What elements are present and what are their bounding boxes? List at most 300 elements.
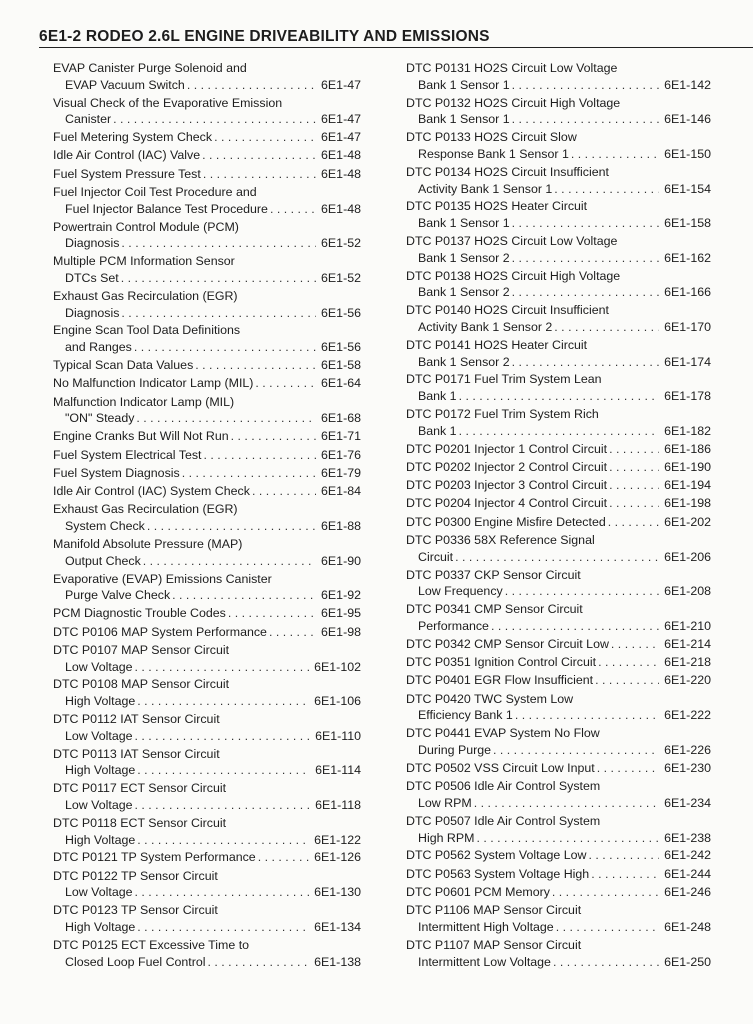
toc-page-number: 6E1-194 (664, 478, 711, 493)
dot-leader (135, 884, 310, 901)
toc-entry-title-line: DTC P0122 TP Sensor Circuit (53, 868, 218, 883)
toc-entry[interactable] (53, 253, 361, 287)
toc-entry-title-line: Bank 1 Sensor 2 (418, 250, 510, 265)
toc-entry-title-line: DTC P1107 MAP Sensor Circuit (406, 937, 582, 952)
toc-entry-row (406, 319, 711, 336)
toc-entry-row (53, 339, 361, 356)
toc-entry[interactable] (406, 95, 711, 129)
dot-leader (136, 410, 316, 427)
dot-leader (137, 919, 309, 936)
toc-entry[interactable] (53, 147, 361, 164)
toc-entry-row (53, 428, 361, 445)
toc-entry[interactable] (53, 375, 361, 392)
toc-entry[interactable] (406, 601, 711, 635)
toc-entry[interactable] (406, 441, 711, 458)
toc-entry-title-line: DTC P0507 Idle Air Control System (406, 813, 601, 828)
toc-entry[interactable] (406, 60, 711, 94)
toc-entry-title-line: Evaporative (EVAP) Emissions Canister (53, 571, 272, 586)
dot-leader (252, 483, 316, 500)
toc-entry[interactable] (53, 288, 361, 322)
dot-leader (270, 201, 316, 218)
toc-entry[interactable] (53, 428, 361, 445)
toc-entry-row (406, 111, 711, 128)
toc-entry-title-line: DTC P0140 HO2S Circuit Insufficient (406, 303, 609, 318)
toc-entry-title-line: High Voltage (65, 763, 136, 778)
toc-entry[interactable] (406, 198, 711, 232)
toc-entry[interactable] (406, 129, 711, 163)
dot-leader (231, 428, 316, 445)
toc-page-number: 6E1-98 (321, 624, 361, 639)
toc-entry[interactable] (406, 477, 711, 494)
toc-entry-title-line: Exhaust Gas Recirculation (EGR) (53, 502, 238, 517)
toc-entry-title-line: DTC P0123 TP Sensor Circuit (53, 903, 218, 918)
dot-leader (609, 477, 659, 494)
toc-page-number: 6E1-150 (664, 146, 711, 161)
toc-page-number: 6E1-110 (315, 728, 361, 743)
toc-entry-title-line: DTC P0118 ECT Sensor Circuit (53, 815, 227, 830)
toc-page-number: 6E1-92 (321, 588, 361, 603)
toc-entry-title-line: EVAP Canister Purge Solenoid and (53, 61, 247, 75)
toc-entry-title-line: Fuel Metering System Check (53, 130, 213, 145)
dot-leader (121, 305, 316, 322)
toc-entry-row (53, 375, 361, 392)
toc-page-number: 6E1-56 (321, 340, 361, 355)
toc-entry-title-line: Intermittent High Voltage (418, 920, 554, 935)
toc-entry-title-line: Fuel Injector Coil Test Procedure and (53, 185, 257, 200)
dot-leader (512, 354, 660, 371)
toc-entry-row (53, 919, 361, 936)
toc-entry-title-line: DTC P0135 HO2S Heater Circuit (406, 199, 588, 214)
toc-page-number: 6E1-126 (314, 850, 361, 865)
toc-entry-title-line: Engine Cranks But Will Not Run (53, 429, 229, 444)
toc-entry[interactable] (53, 129, 361, 146)
toc-entry-title-line: "ON" Steady (65, 411, 135, 426)
toc-page-number: 6E1-222 (664, 708, 711, 723)
toc-entry-title-line: DTC P0138 HO2S Circuit High Voltage (406, 268, 621, 283)
dot-leader (554, 181, 659, 198)
toc-entry-row (406, 495, 711, 512)
toc-entry-title-line: Low Voltage (65, 885, 133, 900)
toc-page-number: 6E1-206 (664, 549, 711, 564)
toc-entry-title-line: DTC P0132 HO2S Circuit High Voltage (406, 95, 621, 110)
toc-entry-title-line: Intermittent Low Voltage (418, 954, 551, 969)
toc-entry-row (406, 636, 711, 653)
toc-entry-title-line: Fuel System Diagnosis (53, 465, 180, 480)
toc-entry[interactable] (53, 849, 361, 866)
toc-entry-row (53, 605, 361, 622)
toc-page-number: 6E1-198 (664, 496, 711, 511)
toc-entry[interactable] (53, 902, 361, 936)
dot-leader (203, 166, 316, 183)
toc-entry-title-line: DTC P0341 CMP Sensor Circuit (406, 602, 583, 617)
toc-entry[interactable] (53, 322, 361, 356)
dot-leader (459, 423, 660, 440)
toc-entry-title-line: Bank 1 Sensor 1 (418, 77, 510, 92)
toc-entry-title-line: DTC P0131 HO2S Circuit Low Voltage (406, 61, 618, 75)
toc-entry-row (406, 441, 711, 458)
toc-page-number: 6E1-134 (314, 920, 361, 935)
dot-leader (147, 518, 316, 535)
toc-entry-title-line: Idle Air Control (IAC) System Check (53, 484, 250, 499)
toc-entry-row (53, 129, 361, 146)
toc-entry-title-line: DTC P0171 Fuel Trim System Lean (406, 372, 602, 387)
dot-leader (505, 583, 659, 600)
toc-entry-title-line: DTC P0351 Ignition Control Circuit (406, 655, 597, 670)
toc-entry-title-line: Response Bank 1 Sensor 1 (418, 146, 569, 161)
dot-leader (553, 954, 659, 971)
toc-entry[interactable] (406, 760, 711, 777)
toc-entry-title-line: DTC P0204 Injector 4 Control Circuit (406, 496, 608, 511)
toc-entry-row (53, 728, 361, 745)
toc-entry-title-line: Low RPM (418, 795, 472, 810)
toc-entry-row (406, 742, 711, 759)
toc-entry-title-line: DTC P0342 CMP Sensor Circuit Low (406, 636, 609, 651)
toc-entry-row (53, 147, 361, 164)
toc-entry-title-line: No Malfunction Indicator Lamp (MIL) (53, 376, 254, 391)
toc-entry[interactable] (53, 95, 361, 129)
toc-entry-title-line: Bank 1 (418, 423, 457, 438)
toc-page-number: 6E1-71 (321, 429, 361, 444)
toc-page-number: 6E1-102 (314, 659, 361, 674)
toc-entry[interactable] (53, 394, 361, 428)
toc-entry-title-line: DTC P0300 Engine Misfire Detected (406, 514, 606, 529)
toc-entry-title-line: DTC P0506 Idle Air Control System (406, 779, 601, 794)
toc-entry-title-line: Manifold Absolute Pressure (MAP) (53, 537, 243, 552)
toc-entry[interactable] (53, 815, 361, 849)
toc-entry-title-line: Fuel System Pressure Test (53, 166, 201, 181)
toc-entry-title-line: DTC P0336 58X Reference Signal (406, 533, 595, 548)
toc-entry-title-line: Circuit (418, 549, 454, 564)
dot-leader (598, 654, 659, 671)
toc-entry-row (406, 215, 711, 232)
toc-entry[interactable] (406, 813, 711, 847)
toc-entry-row (53, 465, 361, 482)
toc-entry[interactable] (406, 233, 711, 267)
toc-entry[interactable] (406, 691, 711, 725)
toc-page-number: 6E1-174 (664, 354, 711, 369)
toc-entry-row (53, 77, 361, 94)
toc-entry[interactable] (406, 302, 711, 336)
dot-leader (269, 624, 316, 641)
toc-entry[interactable] (406, 371, 711, 405)
toc-entry-title-line: Bank 1 Sensor 1 (418, 112, 510, 127)
dot-leader (595, 672, 659, 689)
toc-entry-row (53, 624, 361, 641)
toc-entry-row (406, 866, 711, 883)
toc-entry-row (406, 181, 711, 198)
toc-entry-title-line: DTC P0172 Fuel Trim System Rich (406, 406, 599, 421)
toc-entry[interactable] (53, 536, 361, 570)
dot-leader (135, 797, 311, 814)
toc-entry-title-line: DTC P0133 HO2S Circuit Slow (406, 130, 577, 145)
toc-entry-title-line: DTC P0106 MAP System Performance (53, 624, 267, 639)
toc-entry-title-line: Bank 1 Sensor 1 (418, 216, 510, 231)
toc-entry-title-line: DTC P0107 MAP Sensor Circuit (53, 642, 230, 657)
toc-entry[interactable] (53, 184, 361, 218)
toc-entry-row (406, 707, 711, 724)
toc-entry-row (53, 357, 361, 374)
toc-entry[interactable] (406, 337, 711, 371)
dot-leader (512, 111, 660, 128)
toc-entry-title-line: DTC P0420 TWC System Low (406, 691, 574, 706)
toc-page-number: 6E1-142 (664, 77, 711, 92)
toc-entry-row (406, 477, 711, 494)
toc-entry-title-line: Bank 1 (418, 389, 457, 404)
toc-entry-row (406, 77, 711, 94)
toc-entry[interactable] (406, 268, 711, 302)
toc-page-number: 6E1-130 (314, 885, 361, 900)
toc-page-number: 6E1-106 (314, 694, 361, 709)
dot-leader (121, 235, 316, 252)
toc-entry[interactable] (53, 501, 361, 535)
toc-entry-row (406, 146, 711, 163)
toc-entry-title-line: Diagnosis (65, 305, 120, 320)
toc-entry-title-line: Canister (65, 112, 112, 127)
toc-entry-title-line: Fuel System Electrical Test (53, 447, 202, 462)
toc-entry[interactable] (53, 676, 361, 710)
toc-entry-row (406, 618, 711, 635)
dot-leader (608, 514, 659, 531)
toc-page-number: 6E1-79 (321, 465, 361, 480)
toc-page-number: 6E1-76 (321, 447, 361, 462)
toc-entry-row (406, 795, 711, 812)
toc-page-number: 6E1-64 (321, 376, 361, 391)
toc-entry-title-line: Performance (418, 619, 489, 633)
dot-leader (556, 919, 659, 936)
toc-entry-title-line: DTC P0562 System Voltage Low (406, 848, 587, 863)
toc-entry[interactable] (406, 847, 711, 864)
toc-entry-row (406, 760, 711, 777)
toc-entry-row (53, 447, 361, 464)
toc-entry[interactable] (53, 571, 361, 605)
toc-entry[interactable] (53, 937, 361, 971)
dot-leader (255, 375, 316, 392)
toc-entry-row (406, 459, 711, 476)
dot-leader (609, 459, 659, 476)
toc-entry[interactable] (406, 937, 711, 971)
toc-entry[interactable] (53, 465, 361, 482)
toc-entry-row (53, 659, 361, 676)
toc-page-number: 6E1-122 (314, 832, 361, 847)
toc-entry-title-line: Multiple PCM Information Sensor (53, 254, 235, 269)
toc-entry-row (406, 423, 711, 440)
toc-entry[interactable] (53, 605, 361, 622)
toc-page-number: 6E1-244 (664, 866, 711, 881)
toc-page-number: 6E1-146 (664, 112, 711, 127)
toc-entry-title-line: DTC P0141 HO2S Heater Circuit (406, 337, 588, 352)
toc-entry[interactable] (406, 636, 711, 653)
toc-entry-row (406, 388, 711, 405)
toc-page-number: 6E1-190 (664, 459, 711, 474)
toc-page-number: 6E1-118 (315, 797, 361, 812)
toc-page-number: 6E1-47 (321, 77, 361, 92)
toc-entry-title-line: DTC P0113 IAT Sensor Circuit (53, 746, 220, 761)
dot-leader (512, 250, 660, 267)
toc-entry-title-line: DTC P0337 CKP Sensor Circuit (406, 567, 581, 582)
toc-page-number: 6E1-238 (664, 830, 711, 845)
toc-page-number: 6E1-52 (321, 236, 361, 251)
page-header (39, 28, 753, 48)
toc-entry-row (406, 830, 711, 847)
toc-page-number: 6E1-84 (321, 484, 361, 499)
toc-entry[interactable] (53, 624, 361, 641)
toc-entry-title-line: DTC P0137 HO2S Circuit Low Voltage (406, 233, 618, 248)
toc-entry[interactable] (406, 672, 711, 689)
toc-entry-title-line: Activity Bank 1 Sensor 1 (418, 181, 553, 196)
toc-page-number: 6E1-170 (664, 319, 711, 334)
toc-entry-row (53, 832, 361, 849)
toc-entry-row (53, 270, 361, 287)
dot-leader (134, 339, 316, 356)
dot-leader (228, 605, 316, 622)
toc-entry-title-line: High RPM (418, 830, 475, 845)
toc-entry-title-line: Visual Check of the Evaporative Emission (53, 95, 283, 110)
toc-entry[interactable] (53, 357, 361, 374)
dot-leader (135, 728, 311, 745)
dot-leader (182, 465, 316, 482)
toc-entry[interactable] (406, 884, 711, 901)
toc-page-number: 6E1-208 (664, 584, 711, 599)
toc-entry-title-line: and Ranges (65, 340, 132, 355)
toc-entry[interactable] (53, 868, 361, 902)
toc-page-number: 6E1-114 (315, 763, 361, 778)
toc-entry-title-line: High Voltage (65, 832, 136, 847)
dot-leader (135, 659, 310, 676)
dot-leader (493, 742, 659, 759)
toc-entry[interactable] (406, 567, 711, 601)
dot-leader (202, 147, 316, 164)
toc-entry-row (53, 797, 361, 814)
dot-leader (588, 847, 659, 864)
toc-entry-row (53, 587, 361, 604)
dot-leader (554, 319, 659, 336)
toc-page-number: 6E1-226 (664, 743, 711, 758)
toc-entry[interactable] (406, 495, 711, 512)
toc-page-number: 6E1-95 (321, 606, 361, 621)
toc-entry[interactable] (406, 459, 711, 476)
dot-leader (609, 441, 659, 458)
toc-page-number: 6E1-90 (321, 553, 361, 568)
toc-entry[interactable] (53, 711, 361, 745)
toc-page-number: 6E1-154 (664, 181, 711, 196)
toc-entry-title-line: DTC P0601 PCM Memory (406, 884, 550, 899)
dot-leader (491, 618, 659, 635)
toc-page-number: 6E1-182 (664, 423, 711, 438)
toc-entry[interactable] (406, 654, 711, 671)
toc-entry-title-line: DTC P0502 VSS Circuit Low Input (406, 760, 595, 775)
toc-entry-title-line: Low Voltage (65, 728, 133, 743)
toc-entry[interactable] (406, 532, 711, 566)
toc-entry[interactable] (53, 219, 361, 253)
toc-page-number: 6E1-186 (664, 441, 711, 456)
toc-entry[interactable] (406, 902, 711, 936)
dot-leader (552, 884, 659, 901)
toc-entry-row (53, 235, 361, 252)
toc-entry[interactable] (53, 483, 361, 500)
toc-entry-row (53, 884, 361, 901)
toc-right-column (406, 60, 711, 971)
toc-page-number: 6E1-250 (664, 954, 711, 969)
toc-page-number: 6E1-48 (321, 166, 361, 181)
toc-entry-row (406, 284, 711, 301)
toc-entry-title-line: DTC P1106 MAP Sensor Circuit (406, 903, 582, 918)
dot-leader (204, 447, 317, 464)
dot-leader (137, 693, 309, 710)
toc-entry-title-line: DTC P0108 MAP Sensor Circuit (53, 677, 230, 692)
toc-page-number: 6E1-52 (321, 271, 361, 286)
toc-entry-row (406, 514, 711, 531)
toc-entry[interactable] (406, 866, 711, 883)
toc-entry-title-line: High Voltage (65, 920, 136, 935)
dot-leader (143, 553, 316, 570)
toc-page-number: 6E1-88 (321, 519, 361, 534)
toc-entry-row (406, 354, 711, 371)
dot-leader (121, 270, 316, 287)
dot-leader (591, 866, 659, 883)
toc-entry[interactable] (53, 746, 361, 780)
toc-entry-title-line: Malfunction Indicator Lamp (MIL) (53, 394, 235, 409)
toc-entry-title-line: DTC P0201 Injector 1 Control Circuit (406, 441, 608, 456)
toc-entry-row (53, 483, 361, 500)
toc-entry[interactable] (406, 406, 711, 440)
toc-entry[interactable] (53, 780, 361, 814)
toc-entry-title-line: DTC P0134 HO2S Circuit Insufficient (406, 164, 609, 179)
toc-entry-row (53, 693, 361, 710)
toc-entry[interactable] (406, 778, 711, 812)
toc-page-number: 6E1-248 (664, 920, 711, 935)
toc-entry-row (406, 250, 711, 267)
toc-entry-row (53, 166, 361, 183)
toc-entry-title-line: Low Voltage (65, 659, 133, 674)
toc-entry[interactable] (406, 514, 711, 531)
toc-entry-row (53, 305, 361, 322)
dot-leader (258, 849, 309, 866)
toc-entry[interactable] (406, 725, 711, 759)
toc-entry-row (406, 919, 711, 936)
dot-leader (611, 636, 659, 653)
dot-leader (113, 111, 316, 128)
toc-page-number: 6E1-48 (321, 148, 361, 163)
toc-entry-row (406, 847, 711, 864)
toc-entry-title-line: DTC P0563 System Voltage High (406, 866, 590, 881)
dot-leader (609, 495, 659, 512)
dot-leader (195, 357, 316, 374)
toc-entry-row (406, 672, 711, 689)
toc-entry-title-line: Purge Valve Check (65, 588, 171, 603)
dot-leader (172, 587, 316, 604)
toc-entry[interactable] (53, 447, 361, 464)
toc-entry-title-line: DTC P0112 IAT Sensor Circuit (53, 711, 220, 726)
toc-entry-row (406, 654, 711, 671)
toc-entry-title-line: Diagnosis (65, 236, 120, 251)
toc-entry-title-line: Powertrain Control Module (PCM) (53, 219, 239, 234)
toc-entry-row (53, 762, 361, 779)
toc-entry[interactable] (53, 642, 361, 676)
toc-entry[interactable] (406, 164, 711, 198)
toc-entry-title-line: Bank 1 Sensor 2 (418, 285, 510, 300)
toc-page-number: 6E1-230 (664, 760, 711, 775)
toc-entry-row (53, 410, 361, 427)
toc-page-number: 6E1-210 (664, 619, 711, 633)
dot-leader (208, 954, 310, 971)
toc-entry-title-line: DTC P0202 Injector 2 Control Circuit (406, 459, 608, 474)
dot-leader (512, 284, 660, 301)
toc-entry-title-line: Low Frequency (418, 584, 503, 599)
toc-entry-title-line: DTC P0117 ECT Sensor Circuit (53, 781, 227, 796)
toc-entry[interactable] (53, 60, 361, 94)
toc-entry[interactable] (53, 166, 361, 183)
toc-entry-title-line: During Purge (418, 743, 492, 758)
